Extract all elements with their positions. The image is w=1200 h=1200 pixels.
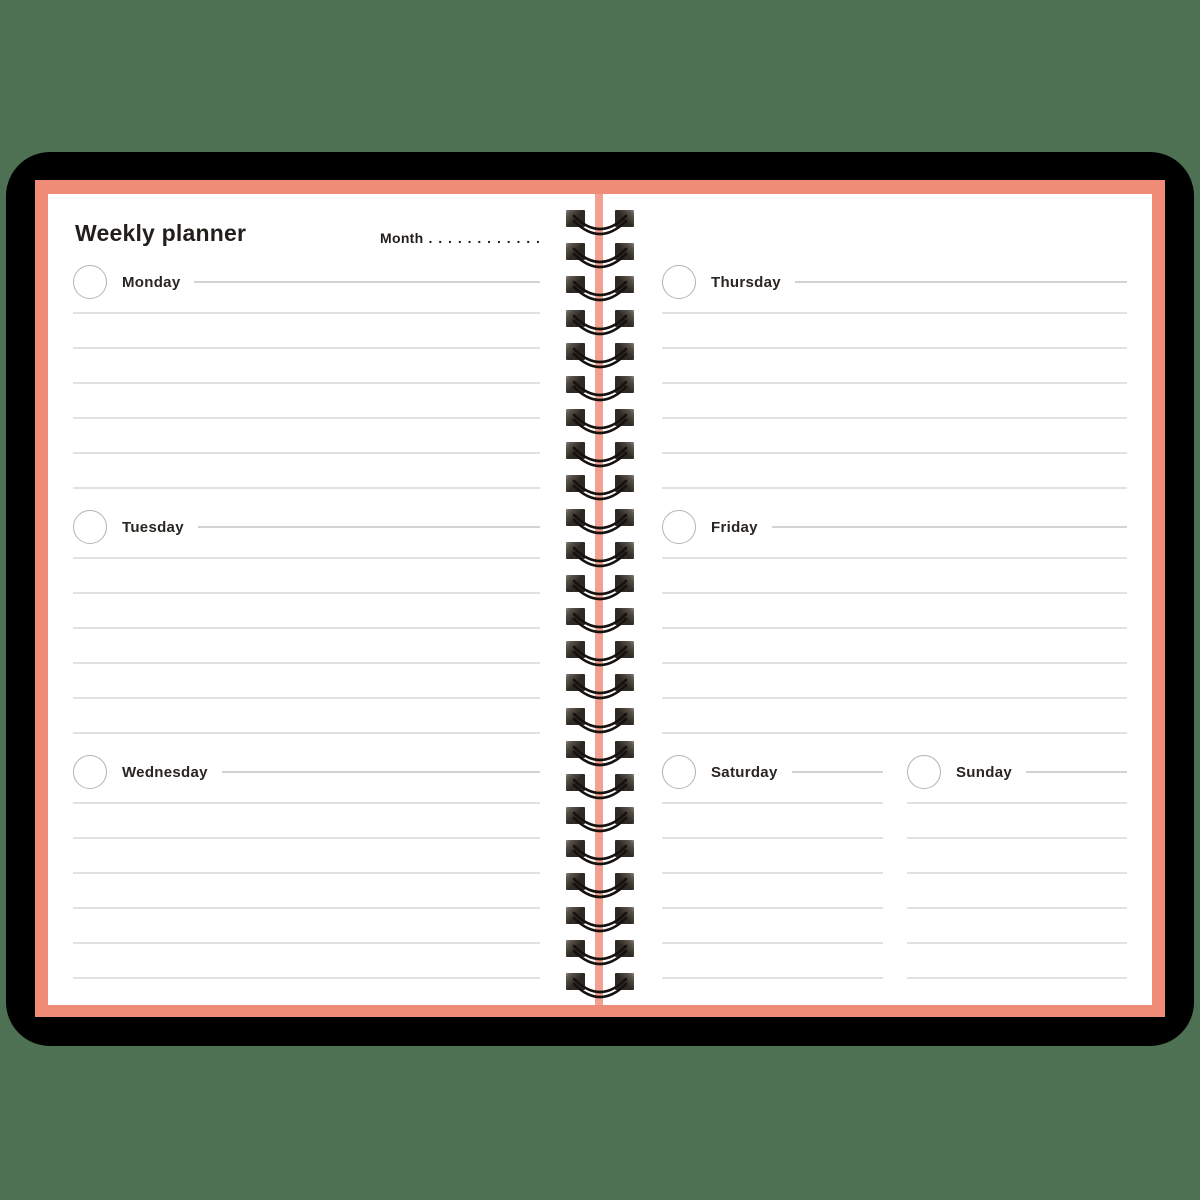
day-section <box>907 755 1127 987</box>
ruled-line <box>662 907 883 909</box>
spiral-coil <box>566 575 634 605</box>
coil-wire-icon <box>566 376 634 406</box>
day-header-line <box>1026 771 1127 773</box>
day-circle <box>662 265 696 299</box>
page-title: Weekly planner <box>75 220 247 246</box>
spiral-coil <box>566 741 634 771</box>
coil-wire-icon <box>566 940 634 970</box>
day-circle <box>73 755 107 789</box>
day-header <box>662 265 1127 299</box>
spiral-coil <box>566 973 634 1003</box>
spiral-coil <box>566 807 634 837</box>
day-section <box>73 755 540 987</box>
day-circle <box>73 510 107 544</box>
ruled-line <box>73 487 540 489</box>
spiral-coil <box>566 608 634 638</box>
ruled-line <box>662 802 883 804</box>
ruled-line <box>662 382 1127 384</box>
day-header <box>907 755 1127 789</box>
day-header-line <box>222 771 540 773</box>
day-header-line <box>772 526 1127 528</box>
ruled-line <box>907 942 1127 944</box>
coil-wire-icon <box>566 575 634 605</box>
day-header <box>73 510 540 544</box>
coil-wire-icon <box>566 807 634 837</box>
ruled-line <box>73 697 540 699</box>
ruled-line <box>662 872 883 874</box>
ruled-line <box>662 697 1127 699</box>
ruled-line <box>662 557 1127 559</box>
ruled-line <box>73 837 540 839</box>
spiral-coil <box>566 840 634 870</box>
ruled-line <box>907 837 1127 839</box>
day-header-line <box>194 281 540 283</box>
spiral-coil <box>566 442 634 472</box>
ruled-line <box>907 802 1127 804</box>
ruled-line <box>73 977 540 979</box>
coil-wire-icon <box>566 708 634 738</box>
ruled-line <box>907 907 1127 909</box>
coil-wire-icon <box>566 442 634 472</box>
month-dotted-line: . . . . . . . . . . . . <box>428 230 541 246</box>
right-page <box>603 194 1152 1005</box>
spiral-coil <box>566 409 634 439</box>
ruled-line <box>907 872 1127 874</box>
coil-wire-icon <box>566 840 634 870</box>
day-circle <box>73 265 107 299</box>
ruled-line <box>662 347 1127 349</box>
day-header <box>662 755 883 789</box>
ruled-line <box>73 417 540 419</box>
day-header-line <box>795 281 1127 283</box>
spiral-coil <box>566 873 634 903</box>
ruled-line <box>73 592 540 594</box>
ruled-line <box>662 592 1127 594</box>
ruled-line <box>73 452 540 454</box>
ruled-line <box>662 837 883 839</box>
spiral-coil <box>566 641 634 671</box>
day-section <box>662 510 1127 742</box>
day-header-line <box>792 771 883 773</box>
month-label: Month <box>380 230 424 246</box>
notebook <box>35 180 1165 1017</box>
day-label: Sunday <box>956 763 1012 781</box>
ruled-line <box>907 977 1127 979</box>
coil-wire-icon <box>566 907 634 937</box>
day-header <box>73 265 540 299</box>
spiral-coil <box>566 276 634 306</box>
day-header <box>662 510 1127 544</box>
ruled-line <box>73 907 540 909</box>
day-section <box>662 755 883 987</box>
ruled-line <box>662 312 1127 314</box>
ruled-line <box>662 627 1127 629</box>
day-header <box>73 755 540 789</box>
coil-wire-icon <box>566 243 634 273</box>
ruled-line <box>662 942 883 944</box>
coil-wire-icon <box>566 674 634 704</box>
spiral-coil <box>566 907 634 937</box>
ruled-line <box>73 872 540 874</box>
coil-wire-icon <box>566 741 634 771</box>
coil-wire-icon <box>566 409 634 439</box>
spiral-coil <box>566 940 634 970</box>
day-section <box>73 510 540 742</box>
ruled-line <box>73 382 540 384</box>
ruled-line <box>73 662 540 664</box>
spiral-coil <box>566 708 634 738</box>
ruled-line <box>73 732 540 734</box>
coil-wire-icon <box>566 641 634 671</box>
day-label: Wednesday <box>122 763 208 781</box>
day-section <box>73 265 540 497</box>
day-label: Monday <box>122 273 181 291</box>
day-circle <box>907 755 941 789</box>
ruled-line <box>662 417 1127 419</box>
ruled-line <box>73 312 540 314</box>
ruled-line <box>73 802 540 804</box>
day-section <box>662 265 1127 497</box>
spiral-coil <box>566 774 634 804</box>
ruled-line <box>73 557 540 559</box>
coil-wire-icon <box>566 542 634 572</box>
spiral-coil <box>566 310 634 340</box>
coil-wire-icon <box>566 475 634 505</box>
spiral-coil <box>566 343 634 373</box>
day-label: Tuesday <box>122 518 184 536</box>
ruled-line <box>73 627 540 629</box>
spiral-coil <box>566 210 634 240</box>
coil-wire-icon <box>566 509 634 539</box>
ruled-line <box>662 487 1127 489</box>
ruled-line <box>662 732 1127 734</box>
month-field <box>380 230 541 246</box>
ruled-line <box>662 977 883 979</box>
day-header-line <box>198 526 540 528</box>
coil-wire-icon <box>566 310 634 340</box>
ruled-line <box>662 452 1127 454</box>
day-label: Thursday <box>711 273 781 291</box>
spiral-coil <box>566 243 634 273</box>
day-label: Saturday <box>711 763 778 781</box>
spiral-coil <box>566 542 634 572</box>
spiral-coil <box>566 475 634 505</box>
ruled-line <box>73 347 540 349</box>
spiral-coil <box>566 509 634 539</box>
coil-wire-icon <box>566 873 634 903</box>
coil-wire-icon <box>566 608 634 638</box>
spiral-coil <box>566 376 634 406</box>
ruled-line <box>662 662 1127 664</box>
coil-wire-icon <box>566 774 634 804</box>
day-label: Friday <box>711 518 758 536</box>
spiral-coil <box>566 674 634 704</box>
coil-wire-icon <box>566 343 634 373</box>
ruled-line <box>73 942 540 944</box>
day-circle <box>662 510 696 544</box>
left-page <box>48 194 595 1005</box>
day-circle <box>662 755 696 789</box>
coil-wire-icon <box>566 210 634 240</box>
coil-wire-icon <box>566 973 634 1003</box>
coil-wire-icon <box>566 276 634 306</box>
